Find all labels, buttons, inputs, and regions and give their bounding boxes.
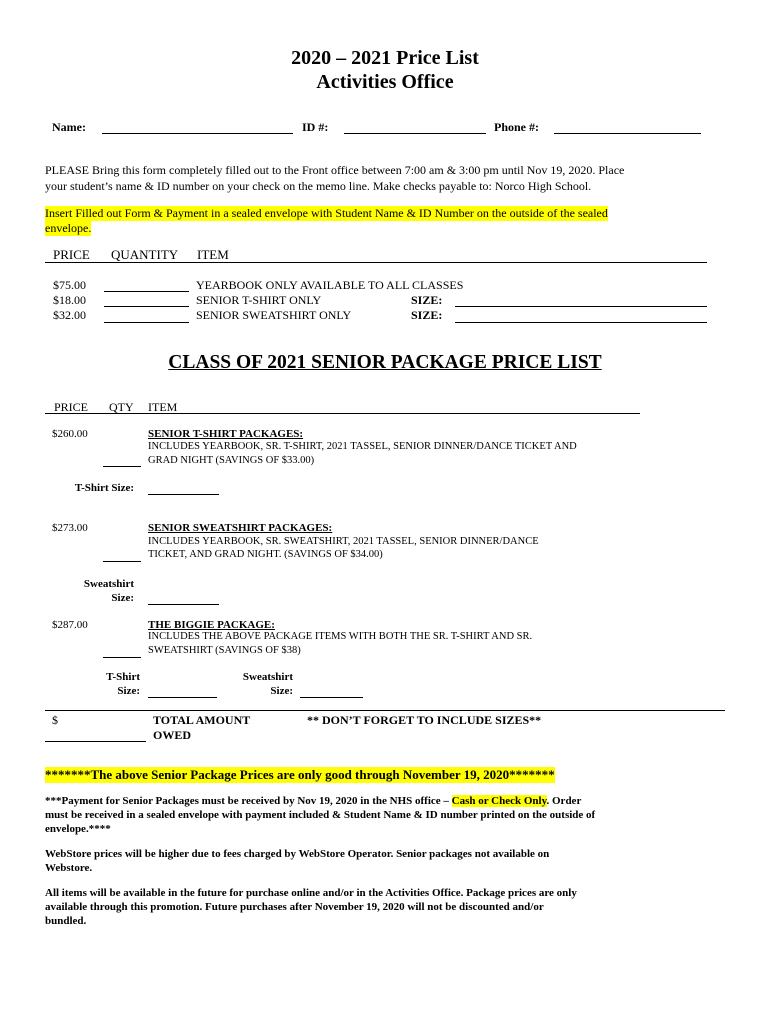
- name-field[interactable]: [102, 133, 293, 134]
- package-desc-biggie-2: SWEATSHIRT (SAVINGS OF $38): [148, 645, 301, 656]
- future-line-2: available through this promotion. Future purchases after November 19, 2020 will not be discounted and/or: [45, 901, 544, 913]
- package-desc-biggie-1: INCLUDES THE ABOVE PACKAGE ITEMS WITH BOTH THE SR. T-SHIRT AND SR.: [148, 631, 533, 642]
- payment-line-1: [45, 795, 581, 807]
- page-subtitle: Activities Office: [316, 71, 454, 93]
- phone-field[interactable]: [554, 133, 701, 134]
- header-divider: [45, 262, 707, 263]
- total-amount-field[interactable]: [45, 741, 146, 742]
- future-line-1: All items will be available in the future for purchase online and/or in the Activities Office. Package prices are only: [45, 887, 577, 899]
- envelope-notice-line-1: Insert Filled out Form & Payment in a sealed envelope with Student Name & ID Number on the outside of the sealed: [45, 206, 608, 220]
- senior-col-item: ITEM: [148, 400, 178, 414]
- webstore-line-2: Webstore.: [45, 862, 93, 874]
- sizes-reminder: ** DON’T FORGET TO INCLUDE SIZES**: [307, 713, 542, 727]
- package-name-sweatshirt: SENIOR SWEATSHIRT PACKAGES:: [148, 522, 333, 534]
- sweatshirt-size-field[interactable]: [148, 604, 219, 605]
- sweatshirt-size-label-2: Size:: [111, 592, 134, 604]
- instructions-line-2: your student’s name & ID number on your check on the memo line. Make checks payable to: Norco High School.: [45, 179, 592, 193]
- item-yearbook: YEARBOOK ONLY AVAILABLE TO ALL CLASSES: [196, 278, 464, 292]
- biggie-tshirt-size-field[interactable]: [148, 697, 217, 698]
- total-dollar-sign: $: [52, 713, 58, 727]
- sweatshirt-size-label-1: Sweatshirt: [83, 578, 134, 590]
- senior-col-qty: QTY: [109, 400, 134, 414]
- price-deadline-banner: *******The above Senior Package Prices are only good through November 19, 2020*******: [45, 767, 555, 782]
- total-label-2: OWED: [153, 728, 192, 742]
- size-label-tshirt: SIZE:: [411, 293, 443, 307]
- price-sweatshirt: $32.00: [53, 308, 86, 322]
- page-title: 2020 – 2021 Price List: [291, 47, 479, 69]
- qty-tshirt[interactable]: [104, 306, 189, 307]
- payment-text-1: ***Payment for Senior Packages must be received by Nov 19, 2020 in the NHS office –: [45, 795, 452, 807]
- package-price-tshirt: $260.00: [52, 428, 88, 440]
- name-label: Name:: [52, 120, 86, 134]
- package-qty-sweatshirt[interactable]: [103, 561, 141, 562]
- future-line-3: bundled.: [45, 915, 87, 927]
- item-sweatshirt: SENIOR SWEATSHIRT ONLY: [196, 308, 352, 322]
- package-price-sweatshirt: $273.00: [52, 522, 88, 534]
- col-header-quantity: QUANTITY: [111, 247, 179, 262]
- payment-line-2: must be received in a sealed envelope with payment included & Student Name & ID number printed on the outside of: [45, 809, 596, 821]
- tshirt-size-field[interactable]: [148, 494, 219, 495]
- payment-line-3: envelope.****: [45, 823, 111, 835]
- package-desc-tshirt-1: INCLUDES YEARBOOK, SR. T-SHIRT, 2021 TASSEL, SENIOR DINNER/DANCE TICKET AND: [148, 441, 577, 452]
- total-divider: [45, 710, 725, 711]
- biggie-tshirt-label-1: T-Shirt: [106, 671, 140, 683]
- biggie-sweatshirt-size-field[interactable]: [300, 697, 363, 698]
- size-field-tshirt[interactable]: [455, 306, 707, 307]
- id-field[interactable]: [344, 133, 486, 134]
- id-label: ID #:: [302, 120, 329, 134]
- price-yearbook: $75.00: [53, 278, 86, 292]
- package-desc-sweatshirt-1: INCLUDES YEARBOOK, SR. SWEATSHIRT, 2021 TASSEL, SENIOR DINNER/DANCE: [148, 536, 539, 547]
- envelope-notice-line-2: envelope.: [45, 221, 92, 235]
- package-name-tshirt: SENIOR T-SHIRT PACKAGES:: [148, 428, 304, 440]
- package-desc-sweatshirt-2: TICKET, AND GRAD NIGHT. (SAVINGS OF $34.00): [148, 549, 383, 560]
- item-tshirt: SENIOR T-SHIRT ONLY: [196, 293, 322, 307]
- webstore-line-1: WebStore prices will be higher due to fees charged by WebStore Operator. Senior packages not available on: [45, 848, 550, 860]
- package-name-biggie: THE BIGGIE PACKAGE:: [148, 619, 275, 631]
- col-header-item: ITEM: [197, 247, 229, 262]
- payment-text-2: . Order: [546, 795, 582, 807]
- payment-method-highlight: Cash or Check Only: [451, 795, 547, 807]
- phone-label: Phone #:: [494, 120, 539, 134]
- package-qty-biggie[interactable]: [103, 657, 141, 658]
- package-qty-tshirt[interactable]: [103, 466, 141, 467]
- size-field-sweatshirt[interactable]: [455, 322, 707, 323]
- qty-yearbook[interactable]: [104, 291, 189, 292]
- biggie-tshirt-label-2: Size:: [117, 685, 140, 697]
- qty-sweatshirt[interactable]: [104, 322, 189, 323]
- senior-col-price: PRICE: [54, 400, 89, 414]
- package-desc-tshirt-2: GRAD NIGHT (SAVINGS OF $33.00): [148, 455, 315, 466]
- total-label-1: TOTAL AMOUNT: [153, 713, 251, 727]
- tshirt-size-label: T-Shirt Size:: [74, 482, 134, 494]
- size-label-sweatshirt: SIZE:: [411, 308, 443, 322]
- price-tshirt: $18.00: [53, 293, 86, 307]
- biggie-sweatshirt-label-1: Sweatshirt: [242, 671, 293, 683]
- senior-header-divider: [45, 413, 640, 414]
- col-header-price: PRICE: [53, 247, 90, 262]
- biggie-sweatshirt-label-2: Size:: [270, 685, 293, 697]
- package-price-biggie: $287.00: [52, 619, 88, 631]
- senior-heading: CLASS OF 2021 SENIOR PACKAGE PRICE LIST: [168, 352, 602, 373]
- instructions-line-1: PLEASE Bring this form completely filled out to the Front office between 7:00 am & 3:00 pm until Nov 19, 2020. Place: [45, 163, 625, 177]
